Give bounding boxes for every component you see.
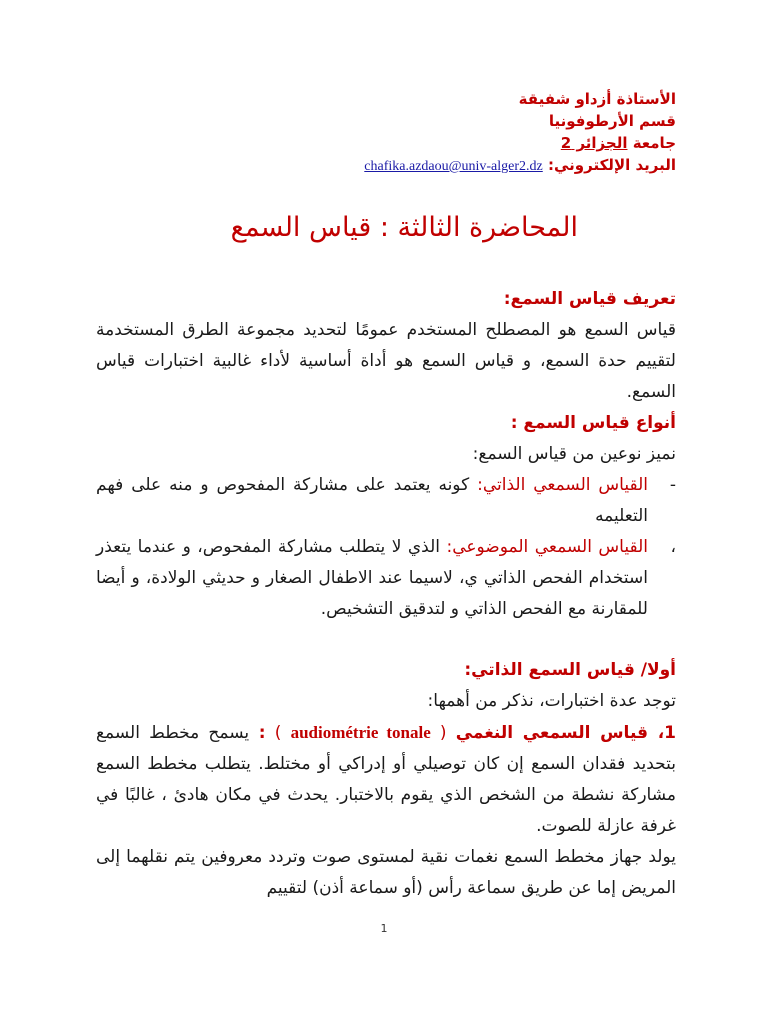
list-marker: ،: [670, 537, 676, 557]
university-prefix: جامعة: [627, 134, 676, 152]
tonal-paren-open: (: [430, 723, 456, 743]
department-name: قسم الأرطوفونيا: [548, 112, 676, 130]
definition-heading: تعريف قياس السمع:: [503, 289, 676, 309]
tonal-text: يسمح مخطط السمع بتحديد فقدان السمع إن كان توصيلي أو إدراكي أو مختلط. يتطلب مخطط السمع مشاركة نشطة من الشخص الذي يقوم بالاختبار. يحدث في مكان هادئ ، غالبًا في غرفة عازلة للصوت.: [96, 723, 676, 836]
list-item-text: كونه يعتمد على مشاركة المفحوص و منه على فهم التعليمه: [96, 475, 648, 526]
section-spacer: [96, 625, 676, 655]
lecture-content: [96, 284, 676, 904]
subjective-heading: أولا/ قياس السمع الذاتي:: [464, 660, 676, 680]
device-text: يولد جهاز مخطط السمع نغمات نقية لمستوى صوت وتردد معروفين يتم نقلهما إلى المريض إما عن طريق سماعة رأس (أو سماعة أذن) لتقييم: [96, 847, 676, 898]
tonal-paren-close: ): [265, 723, 291, 743]
list-marker: -: [669, 475, 676, 495]
tonal-heading: 1، قياس السمعي النغمي: [455, 723, 676, 743]
email-label: البريد الإلكتروني:: [548, 156, 676, 174]
subjective-intro: توجد عدة اختبارات، نذكر من أهمها:: [427, 691, 676, 711]
professor-name: الأستاذة أزداو شفيقة: [518, 90, 676, 108]
list-item: [96, 470, 676, 532]
types-heading: أنواع قياس السمع :: [510, 413, 676, 433]
author-header: [364, 88, 676, 178]
types-intro: نميز نوعين من قياس السمع:: [472, 444, 676, 464]
university-name: [364, 132, 676, 154]
tonal-paragraph: [96, 717, 676, 842]
tonal-colon: :: [249, 723, 266, 743]
list-item: [96, 532, 676, 625]
email-line: [364, 154, 676, 178]
definition-text: قياس السمع هو المصطلح المستخدم عمومًا لتحديد مجموعة الطرق المستخدمة لتقييم حدة السمع، و قياس السمع هو أداة أساسية لأداء غالبية اختبارات قياس السمع.: [96, 320, 676, 402]
list-item-term: القياس السمعي الذاتي:: [477, 475, 648, 495]
email-link[interactable]: chafika.azdaou@univ-alger2.dz: [364, 159, 543, 174]
tonal-latin-term: audiométrie tonale: [290, 723, 431, 742]
lecture-title: المحاضرة الثالثة : قياس السمع: [230, 212, 578, 243]
list-item-text: الذي لا يتطلب مشاركة المفحوص، و عندما يتعذر استخدام الفحص الذاتي ي، لاسيما عند الاطفال الصغار و حديثي الولادة، و أيضا للمقارنة مع الفحص الذاتي و لتدقيق التشخيص.: [96, 537, 648, 619]
university-city: الجزائر 2: [560, 134, 628, 152]
page-number: 1: [380, 922, 388, 935]
list-item-term: القياس السمعي الموضوعي:: [446, 537, 648, 557]
